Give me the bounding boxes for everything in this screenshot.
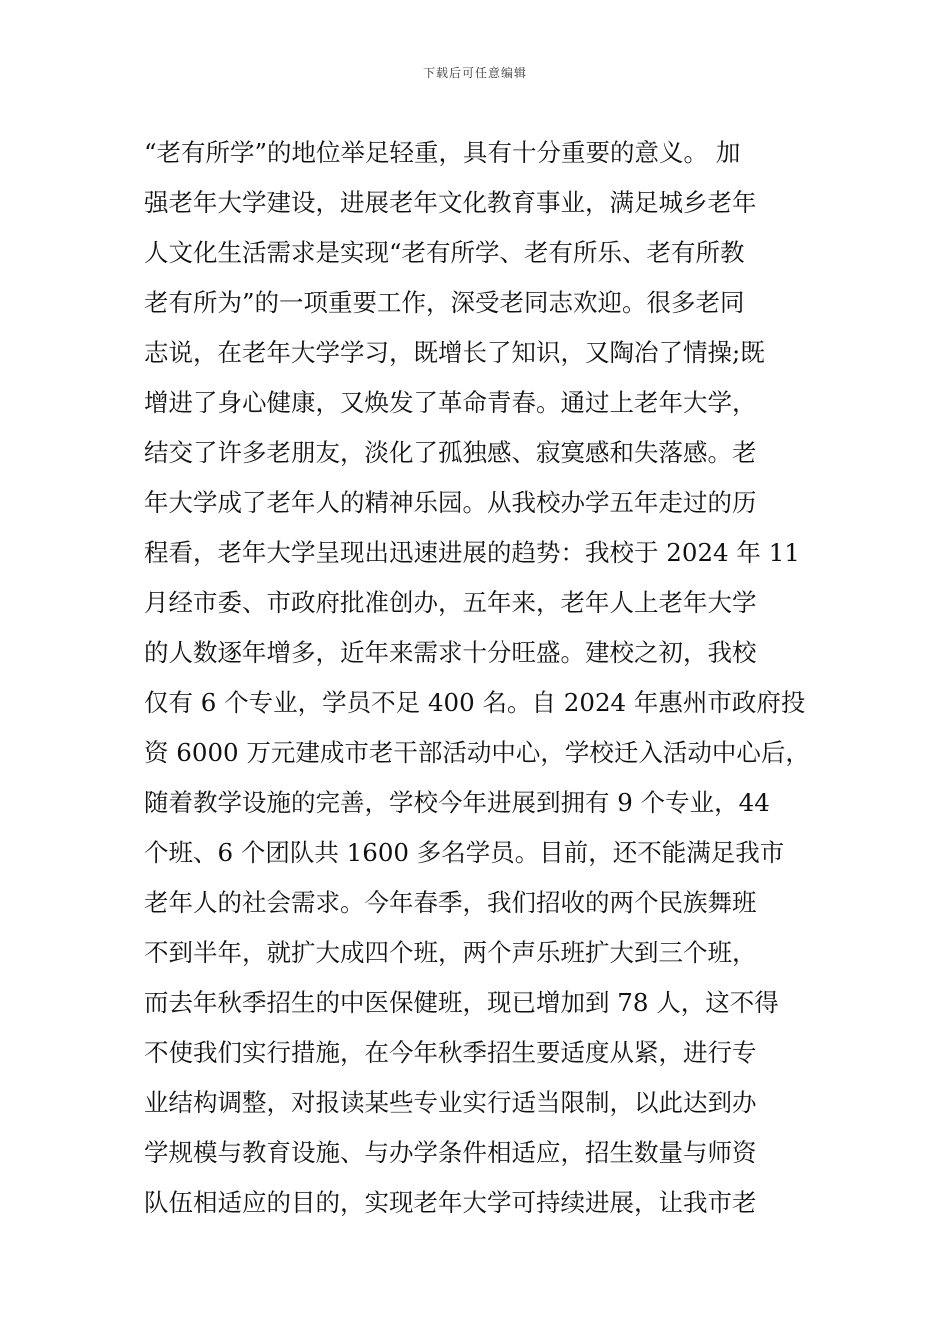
text-line: 强老年大学建设，进展老年文化教育事业，满足城乡老年: [144, 188, 757, 217]
text-line: 年大学成了老年人的精神乐园。从我校办学五年走过的历: [144, 488, 757, 517]
text-line: 人文化生活需求是实现“老有所学、老有所乐、老有所教: [144, 238, 745, 267]
text-line: 月经市委、市政府批准创办，五年来，老年人上老年大学: [144, 588, 757, 617]
text-line: 学规模与教育设施、与办学条件相适应，招生数量与师资: [144, 1138, 757, 1167]
text-line: 老年人的社会需求。今年春季，我们招收的两个民族舞班: [144, 888, 757, 917]
text-line: 业结构调整，对报读某些专业实行适当限制，以此达到办: [144, 1088, 757, 1117]
text-line: 结交了许多老朋友，淡化了孤独感、寂寞感和失落感。老: [144, 438, 757, 467]
text-line: 随着教学设施的完善，学校今年进展到拥有 9 个专业，44: [144, 788, 770, 817]
text-line: 队伍相适应的目的，实现老年大学可持续进展，让我市老: [144, 1188, 757, 1217]
text-line: 老有所为”的一项重要工作，深受老同志欢迎。很多老同: [144, 288, 745, 317]
body-paragraph: [144, 128, 824, 1228]
text-line: 程看，老年大学呈现出迅速进展的趋势：我校于 2024 年 11: [144, 538, 800, 567]
text-line: 志说，在老年大学学习，既增长了知识，又陶冶了情操;既: [144, 338, 765, 367]
text-line: 个班、6 个团队共 1600 多名学员。目前，还不能满足我市: [144, 838, 785, 867]
text-line: 而去年秋季招生的中医保健班，现已增加到 78 人，这不得: [144, 988, 779, 1017]
text-line: 资 6000 万元建成市老干部活动中心，学校迁入活动中心后，: [144, 738, 810, 767]
text-line: 不使我们实行措施，在今年秋季招生要适度从紧，进行专: [144, 1038, 757, 1067]
text-line: 仅有 6 个专业，学员不足 400 名。自 2024 年惠州市政府投: [144, 688, 806, 717]
page-header: 下载后可任意编辑: [422, 66, 527, 80]
text-line: 增进了身心健康，又焕发了革命青春。通过上老年大学，: [144, 388, 757, 417]
text-line: “老有所学”的地位举足轻重，具有十分重要的意义。 加: [144, 138, 741, 167]
text-line: 不到半年，就扩大成四个班，两个声乐班扩大到三个班，: [144, 938, 757, 967]
text-line: 的人数逐年增多，近年来需求十分旺盛。建校之初，我校: [144, 638, 757, 667]
